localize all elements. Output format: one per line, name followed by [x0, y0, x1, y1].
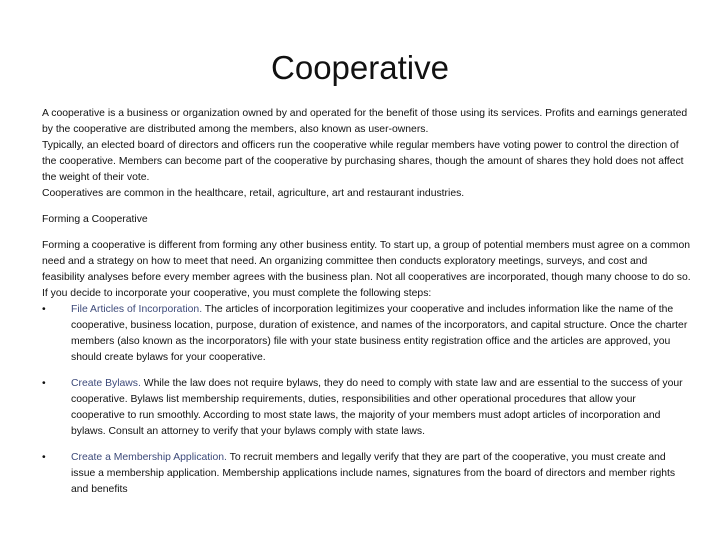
- step-text: While the law does not require bylaws, they do need to comply with state law and are essential to the success of your cooperative. Bylaws list membership requirements, duties, responsibilities and other operational procedures that allow your cooperative to run smoothly. According to most state laws, the majority of your members must adopt articles of incorporation and bylaws. Consult an attorney to verify that your bylaws comply with state laws.: [71, 378, 683, 437]
- step-item-articles: [42, 302, 692, 366]
- intro-paragraph-3: Cooperatives are common in the healthcare, retail, agriculture, art and restaurant industries.: [42, 188, 465, 199]
- slide-body: [42, 106, 692, 498]
- step-text: The articles of incorporation legitimizes your cooperative and includes information like the name of the cooperative, business location, purpose, duration of existence, and names of the incorporators, and capital structure. Once the charter members (also known as the incorporators) file with your state business entity registration office and the articles are approved, you should create bylaws for your cooperative.: [71, 304, 688, 363]
- bullet-marker: •: [42, 378, 46, 389]
- cooperative-term: A cooperative: [42, 108, 105, 119]
- bullet-marker: •: [42, 304, 46, 315]
- forming-paragraph: Forming a cooperative is different from forming any other business entity. To start up, a group of potential members must agree on a common need and a strategy on how to meet that need. An organizing committee then conducts exploratory meetings, surveys, and cost and feasibility analyses before every member agrees with the business plan. Not all cooperatives are incorporated, though many choose to do so. If you decide to incorporate your cooperative, you must complete the following steps:: [42, 240, 691, 299]
- intro-paragraph-1: [42, 106, 692, 138]
- bullet-marker: •: [42, 452, 46, 463]
- step-text: To recruit members and legally verify that they are part of the cooperative, you must create and issue a membership application. Membership applications include names, signatures from the board of directors and member rights and benefits: [71, 452, 676, 495]
- step-item-membership-application: [42, 450, 692, 498]
- intro-paragraph-1-text: is a business or organization owned by and operated for the benefit of those using its services. Profits and earnings generated by the cooperative are distributed among the members, also known as user-owners.: [42, 108, 688, 135]
- step-term: Create Bylaws.: [71, 378, 141, 389]
- intro-paragraph-2: Typically, an elected board of directors and officers run the cooperative while regular members have voting power to control the direction of the cooperative. Members can become part of the cooperative by purchasing shares, though the amount of shares they hold does not affect the weight of their vote.: [42, 140, 684, 183]
- step-item-bylaws: [42, 376, 692, 440]
- steps-list: [42, 302, 692, 498]
- step-term: File Articles of Incorporation.: [71, 304, 203, 315]
- slide-title: Cooperative: [271, 49, 449, 86]
- step-term: Create a Membership Application.: [71, 452, 227, 463]
- section-heading: Forming a Cooperative: [42, 214, 148, 225]
